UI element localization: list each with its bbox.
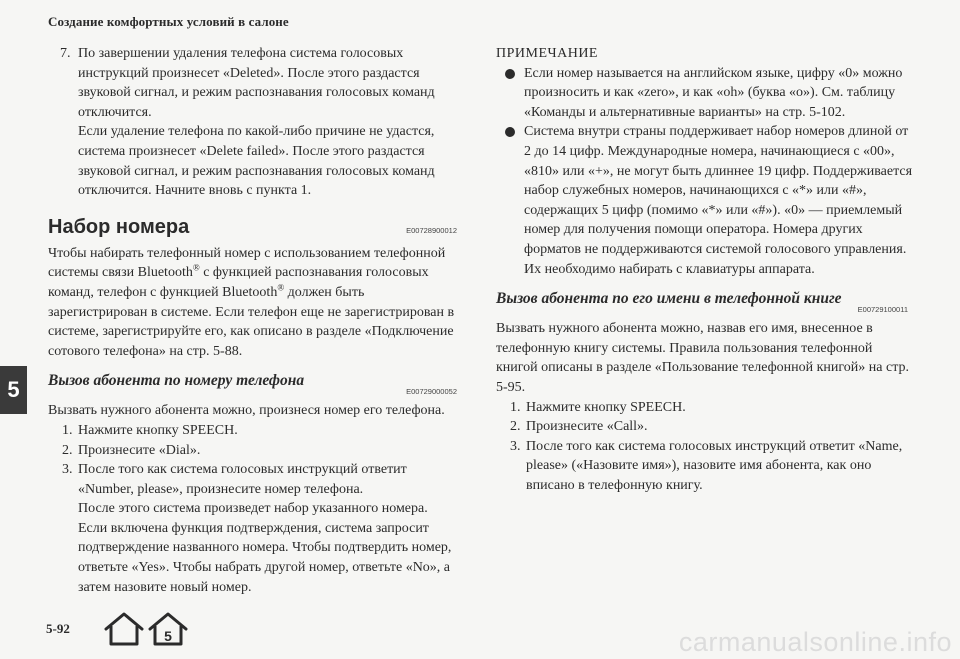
subsection-code: E00729100011 (857, 304, 908, 314)
step-text-confirm: Если включена функция подтверждения, система запросит подтверждение названного номера. Чтобы подтвердить номер, ответьте «Yes». Чтобы набрать другой номер, ответьте «No», а затем назовите новый номер. (78, 520, 452, 595)
subsection-title: Вызов абонента по его имени в телефонной книге (496, 290, 842, 308)
step-item (48, 421, 463, 441)
watermark: carmanualsonline.info (678, 627, 952, 657)
section-title: Набор номера (48, 215, 190, 238)
step-number: 1. (510, 399, 521, 415)
intro-part-b: с функцией распознавания голосовых команд, телефон с функцией Bluetooth (48, 265, 429, 300)
step-text: Нажмите кнопку SPEECH. (78, 422, 238, 438)
chapter-5-icon[interactable] (146, 610, 190, 648)
step-text: Произнесите «Call». (526, 419, 648, 435)
note-heading: ПРИМЕЧАНИЕ (496, 46, 598, 61)
step-item (496, 398, 914, 418)
bullet-icon (505, 127, 515, 137)
left-column (48, 44, 463, 597)
step-text-dial: После этого система произведет набор указанного номера. (78, 501, 428, 517)
subsection-heading-row (496, 289, 914, 319)
subsection-intro: Вызвать нужного абонента можно, произнеся номер его телефона. (48, 403, 445, 419)
subsection-title: Вызов абонента по номеру телефона (48, 372, 305, 390)
section-heading-row (48, 214, 463, 244)
step-number: 2. (62, 442, 73, 458)
step-number: 7. (60, 46, 71, 61)
step-number: 1. (62, 422, 73, 438)
home-icon[interactable] (102, 610, 146, 648)
step-7-text-failed: Если удаление телефона по какой-либо причине не удастся, система произнесет «Delete failed». После этого раздастся звуковой сигнал, и режим распознавания голосовых команд отключится. Начните вновь с пункта 1. (78, 124, 435, 199)
step-item (48, 460, 463, 597)
step-7-text: По завершении удаления телефона система голосовых инструкций произнесет «Deleted». После этого раздастся звуковой сигнал, и режим распознавания голосовых команд отключится. (78, 46, 435, 120)
subsection-intro: Вызвать нужного абонента можно, назвав его имя, внесенное в телефонную книгу системы. Правила пользования телефонной книгой описаны в разделе «Пользование телефонной книгой» на стр. 5-95. (496, 321, 910, 395)
note-text: Система внутри страны поддерживает набор номеров длиной от 2 до 14 цифр. Международные номера, начинающиеся с «00», «810» или «+», не могут быть длиннее 19 цифр. Поддерживается набор служебных номеров, начинающихся с «*» или «#», содержащих 5 цифр (помимо «*» или «#»). «0» — приемлемый номер для получения помощи оператора. Номера других форматов не поддерживаются системой голосового управления. Их необходимо набирать с клавиатуры аппарата. (524, 124, 913, 277)
intro-part-a: Чтобы набирать телефонный номер с использованием телефонной системы связи Bluetooth (48, 245, 446, 281)
step-number: 3. (510, 438, 521, 454)
subsection-heading-row (48, 371, 463, 401)
step-item (48, 441, 463, 461)
subsection-code: E00729000052 (406, 386, 457, 396)
step-text: После того как система голосовых инструкций ответит «Number, please», произнесите номер телефона. (78, 462, 407, 497)
section-intro (48, 244, 463, 362)
bullet-icon (505, 69, 515, 79)
note-bullet (496, 64, 914, 123)
step-item (496, 437, 914, 496)
step-text: После того как система голосовых инструкций ответит «Name, please» («Назовите имя»), назовите имя абонента, как оно вписано в телефонную книгу. (526, 438, 903, 493)
registered-mark: ® (192, 262, 200, 273)
chapter-tab: 5 (0, 366, 27, 414)
step-text: Произнесите «Dial». (78, 442, 201, 458)
chapter-5-icon-label: 5 (164, 628, 172, 644)
note-bullet (496, 122, 914, 279)
step-item (496, 417, 914, 437)
step-number: 3. (62, 462, 73, 478)
step-text: Нажмите кнопку SPEECH. (526, 399, 686, 415)
step-7 (48, 44, 463, 201)
running-title: Создание комфортных условий в салоне (48, 14, 289, 29)
note-text: Если номер называется на английском языке, цифру «0» можно произносить и как «zero», и как «oh» (буква «o»). См. таблицу «Команды и альтернативные варианты» на стр. 5-102. (524, 65, 903, 120)
step-number: 2. (510, 419, 521, 435)
section-code: E00728900012 (406, 226, 457, 236)
right-column (496, 44, 914, 495)
intro-part-c: должен быть зарегистрирован в системе. Если телефон еще не зарегистрирован в системе, зарегистрируйте его, как описано в разделе «Подключение сотового телефона» на стр. 5-88. (48, 284, 455, 359)
page-number: 5-92 (46, 621, 70, 636)
registered-mark: ® (277, 282, 285, 293)
